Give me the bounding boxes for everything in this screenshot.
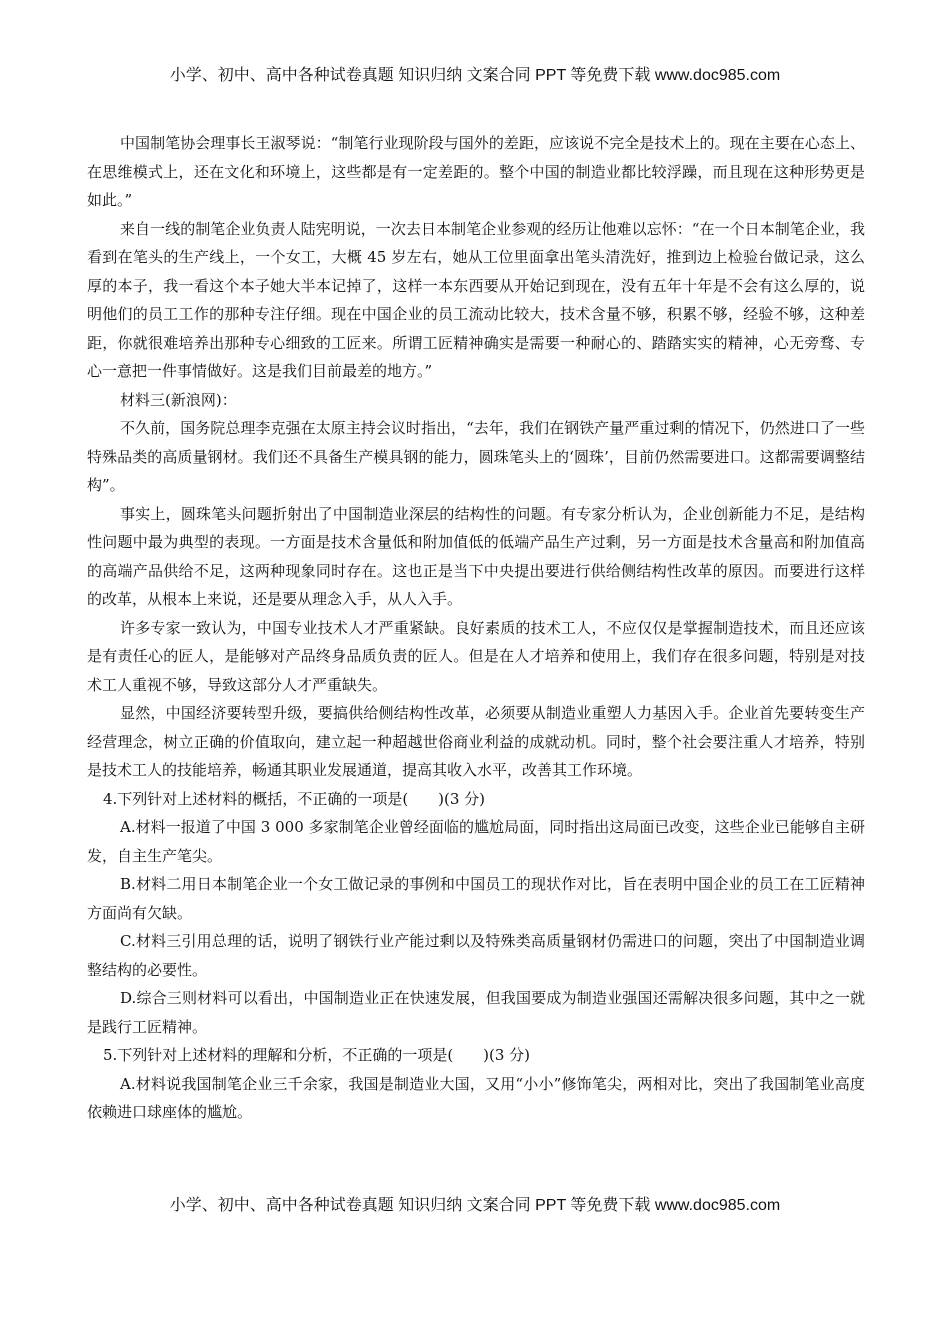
question-5-stem: 5.下列针对上述材料的理解和分析，不正确的一项是( )(3 分) [103, 1046, 531, 1064]
material3-paragraph: 显然，中国经济要转型升级，要搞供给侧结构性改革，必须要从制造业重塑人力基因入手。企业首先要转变生产经营理念，树立正确的价值取向，建立起一种超越世俗商业利益的成就动机。同时，整个社会要注重人才培养，特别是技术工人的技能培养，畅通其职业发展通道，提高其收入水平，改善其工作环境。 [87, 704, 865, 779]
question-4-option-d: D.综合三则材料可以看出，中国制造业正在快速发展，但我国要成为制造业强国还需解决很多问题，其中之一就是践行工匠精神。 [87, 989, 865, 1036]
question-5-option-a: A.材料说我国制笔企业三千余家，我国是制造业大国，又用“小小”修饰笔尖，两相对比，突出了我国制笔业高度依赖进口球座体的尴尬。 [87, 1074, 865, 1121]
question-4-option-b: B.材料二用日本制笔企业一个女工做记录的事例和中国员工的现状作对比，旨在表明中国企业的员工在工匠精神方面尚有欠缺。 [87, 875, 865, 922]
material3-paragraph: 许多专家一致认为，中国专业技术人才严重紧缺。良好素质的技术工人，不应仅仅是掌握制造技术，而且还应该是有责任心的匠人，是能够对产品终身品质负责的匠人。但是在人才培养和使用上，我们存在很多问题，特别是对技术工人重视不够，导致这部分人才严重缺失。 [87, 618, 865, 694]
question-4-stem: 4.下列针对上述材料的概括，不正确的一项是( )(3 分) [103, 789, 486, 808]
paragraph-lu-xianming: 来自一线的制笔企业负责人陆宪明说，一次去日本制笔企业参观的经历让他难以忘怀：“在一个日本制笔企业，我看到在笔头的生产线上，一个女工，大概 45 岁左右，她从工位里面拿出笔头清洗好，推到边上检验台做记录，这么厚的本子，我一看这个本子她大半本记掉了，这样一本东西要从开始记到现在，没有五年十年是不会有这么厚的，说明他们的员工工作的那种专注仔细。现在中国企业的员工流动比较大，技术含量不够，积累不够，经验不够，这种差距，你就很难培养出那种专心细致的工匠来。所谓工匠精神确实是需要一种耐心的、踏踏实实的精神，心无旁骛、专心一意把一件事情做好。这是我们目前最差的地方。” [87, 219, 865, 380]
document-body [87, 129, 865, 1127]
material3-paragraph: 不久前，国务院总理李克强在太原主持会议时指出，“去年，我们在钢铁产量严重过剩的情况下，仍然进口了一些特殊品类的高质量钢材。我们还不具备生产模具钢的能力，圆珠笔头上的‘圆珠’，目前仍然需要进口。这都需要调整结构”。 [87, 419, 865, 494]
question-4-option-c: C.材料三引用总理的话，说明了钢铁行业产能过剩以及特殊类高质量钢材仍需进口的问题，突出了中国制造业调整结构的必要性。 [87, 932, 865, 979]
paragraph-wang-shuqin: 中国制笔协会理事长王淑琴说：“制笔行业现阶段与国外的差距，应该说不完全是技术上的。现在主要在心态上、在思维模式上，还在文化和环境上，这些都是有一定差距的。整个中国的制造业都比较浮躁，而且现在这种形势更是如此。” [87, 134, 865, 209]
material3-paragraph: 事实上，圆珠笔头问题折射出了中国制造业深层的结构性的问题。有专家分析认为，企业创新能力不足，是结构性问题中最为典型的表现。一方面是技术含量低和附加值低的低端产品生产过剩，另一方面是技术含量高和附加值高的高端产品供给不足，这两种现象同时存在。这也正是当下中央提出要进行供给侧结构性改革的原因。而要进行这样的改革，从根本上来说，还是要从理念入手，从人入手。 [87, 504, 865, 608]
header-banner: 小学、初中、高中各种试卷真题 知识归纳 文案合同 PPT 等免费下载 www.doc985.com [169, 67, 781, 84]
question-4-option-a: A.材料一报道了中国 3 000 多家制笔企业曾经面临的尴尬局面，同时指出这局面已改变，这些企业已能够自主研发，自主生产笔尖。 [87, 818, 865, 865]
footer-banner: 小学、初中、高中各种试卷真题 知识归纳 文案合同 PPT 等免费下载 www.doc985.com [169, 1197, 781, 1214]
material3-label: 材料三(新浪网)： [120, 390, 237, 409]
